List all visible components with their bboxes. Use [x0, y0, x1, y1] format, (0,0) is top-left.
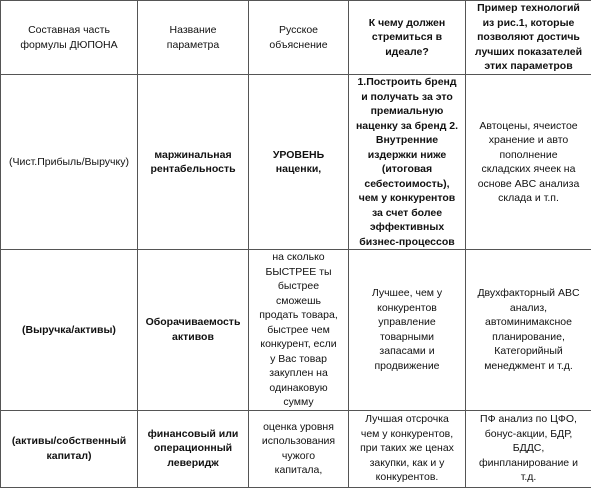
cell-explanation: на сколько БЫСТРЕЕ ты быстрее сможешь продать товара, быстрее чем конкурент, если у Вас товар закуплен на одинаковую сумму [249, 250, 349, 411]
cell-parameter: Оборачиваемость активов [138, 250, 249, 411]
header-technologies: Пример технологий из рис.1, которые позволяют достичь лучших показателей этих параметров [466, 1, 591, 75]
cell-parameter: финансовый или операционный леверидж [138, 410, 249, 487]
cell-technologies: ПФ анализ по ЦФО, бонус-акции, БДР, БДДС, финпланирование и т.д. [466, 410, 591, 487]
table-row [1, 75, 591, 250]
cell-ideal: Лучшая отсрочка чем у конкурентов, при таких же ценах закупки, как и у конкурентов. [349, 410, 466, 487]
cell-explanation: оценка уровня использования чужого капитала, [249, 410, 349, 487]
cell-parameter: маржинальная рентабельность [138, 75, 249, 250]
header-ideal: К чему должен стремиться в идеале? [349, 1, 466, 75]
header-row [1, 1, 591, 75]
cell-component: (Выручка/активы) [1, 250, 138, 411]
table-row [1, 410, 591, 487]
header-component: Составная часть формулы ДЮПОНА [1, 1, 138, 75]
cell-explanation: УРОВЕНЬ наценки, [249, 75, 349, 250]
table-row [1, 250, 591, 411]
header-parameter: Название параметра [138, 1, 249, 75]
cell-ideal: 1.Построить бренд и получать за это премиальную наценку за бренд 2. Внутренние издержки ниже (итоговая себестоимость), чем у конкурентов за счет более эффективных бизнес-процессов [349, 75, 466, 250]
cell-ideal: Лучшее, чем у конкурентов управление товарными запасами и продвижение [349, 250, 466, 411]
cell-technologies: Автоцены, ячеистое хранение и авто пополнение складских ячеек на основе ABC анализа склада и т.п. [466, 75, 591, 250]
cell-component: (Чист.Прибыль/Выручку) [1, 75, 138, 250]
cell-component: (активы/собственный капитал) [1, 410, 138, 487]
header-explanation: Русское объяснение [249, 1, 349, 75]
cell-technologies: Двухфакторный ABC анализ, автоминимаксное планирование, Категорийный менеджмент и т.д. [466, 250, 591, 411]
